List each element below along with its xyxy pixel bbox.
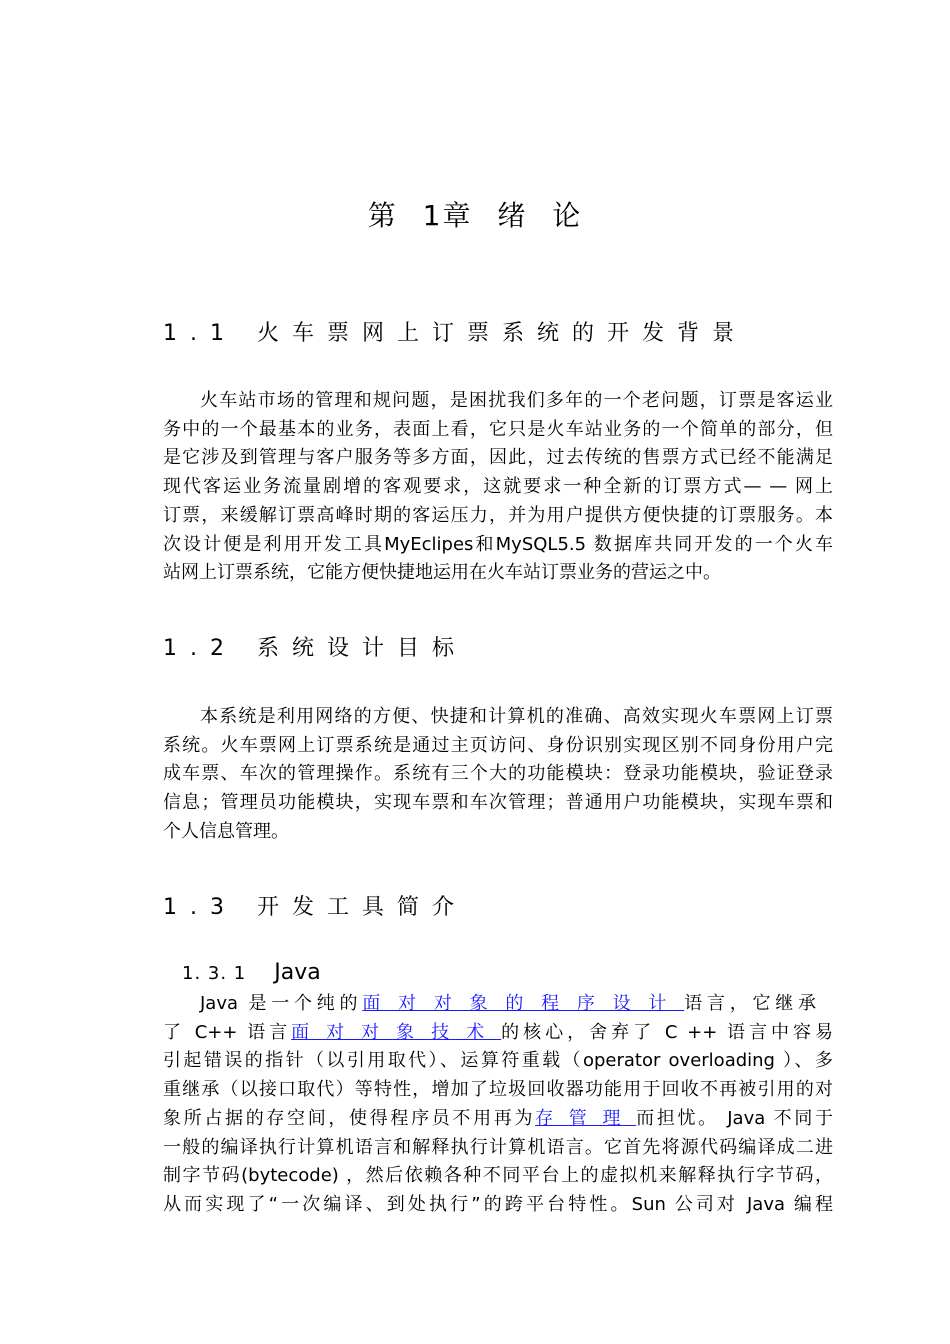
paragraph-line: 信息；管理员功能模块，实现车票和车次管理；普通用户功能模块，实现车票和 bbox=[163, 792, 833, 814]
paragraph-line: 是它涉及到管理与客户服务等多方面，因此，过去传统的售票方式已经不能满足 bbox=[163, 447, 833, 469]
paragraph-line: 订票，来缓解订票高峰时期的客运压力，并为用户提供方便快捷的订票服务。本 bbox=[163, 504, 833, 526]
subsection-number: 1. 3. 1 bbox=[182, 963, 247, 984]
link-oop-language[interactable]: 面对对象的程序设计 bbox=[362, 993, 685, 1014]
paragraph-line: 务中的一个最基本的业务，表面上看，它只是火车站业务的一个简单的部分，但 bbox=[163, 418, 833, 440]
paragraph-line: 制字节码(bytecode) ，然后依赖各种不同平台上的虚拟机来解释执行字节码， bbox=[163, 1165, 833, 1187]
paragraph-design-goals bbox=[163, 703, 833, 847]
paragraph-line: 引起错误的指针（以引用取代）、运算符重载（operator overloading ）、多 bbox=[163, 1050, 833, 1072]
paragraph-background bbox=[163, 387, 833, 588]
paragraph-line: 重继承（以接口取代）等特性，增加了垃圾回收器功能用于回收不再被引用的对 bbox=[163, 1079, 833, 1101]
paragraph-line: 火车站市场的管理和规问题，是困扰我们多年的一个老问题，订票是客运业 bbox=[200, 390, 833, 411]
paragraph-line: 成车票、车次的管理操作。系统有三个大的功能模块：登录功能模块，验证登录 bbox=[163, 763, 833, 785]
paragraph-line: 个人信息管理。 bbox=[163, 820, 289, 842]
paragraph-line: Java 是一个纯的面对对象的程序设计语言，它继承 bbox=[200, 993, 817, 1014]
paragraph-line: 本系统是利用网络的方便、快捷和计算机的准确、高效实现火车票网上订票 bbox=[200, 706, 833, 727]
subsection-label: Java bbox=[274, 960, 321, 985]
section-title-1-3: 1.3 开发工具简介 bbox=[163, 895, 467, 920]
section-title-1-2: 1.2 系统设计目标 bbox=[163, 636, 467, 661]
paragraph-line: 现代客运业务流量剧增的客观要求，这就要求一种全新的订票方式— — 网上 bbox=[163, 476, 833, 498]
paragraph-line: 次设计便是利用开发工具MyEclipes和MySQL5.5 数据库共同开发的一个火车 bbox=[163, 533, 833, 555]
subsection-title-1-3-1 bbox=[182, 960, 321, 985]
paragraph-line: 站网上订票系统，它能方便快捷地运用在火车站订票业务的营运之中。 bbox=[163, 562, 721, 584]
paragraph-line: 象所占据的存空间，使得程序员不用再为存管理而担忧。 Java 不同于 bbox=[163, 1107, 834, 1129]
section-title-1-1: 1.1 火车票网上订票系统的开发背景 bbox=[163, 321, 747, 346]
paragraph-line: 从而实现了“一次编译、到处执行”的跨平台特性。Sun 公司对 Java 编程 bbox=[163, 1193, 833, 1215]
paragraph-line: 一般的编译执行计算机语言和解释执行计算机语言。它首先将源代码编译成二进 bbox=[163, 1136, 833, 1158]
link-oop-technology[interactable]: 面对对象技术 bbox=[291, 1021, 502, 1043]
chapter-title: 第 1章 绪 论 bbox=[367, 199, 583, 232]
paragraph-java bbox=[163, 990, 833, 1220]
link-memory-management[interactable]: 存管理 bbox=[535, 1107, 637, 1129]
paragraph-line: 了 C++ 语言面对对象技术的核心，舍弃了 C ++ 语言中容易 bbox=[163, 1021, 833, 1043]
paragraph-line: 系统。火车票网上订票系统是通过主页访问、身份识别实现区别不同身份用户完 bbox=[163, 734, 833, 756]
